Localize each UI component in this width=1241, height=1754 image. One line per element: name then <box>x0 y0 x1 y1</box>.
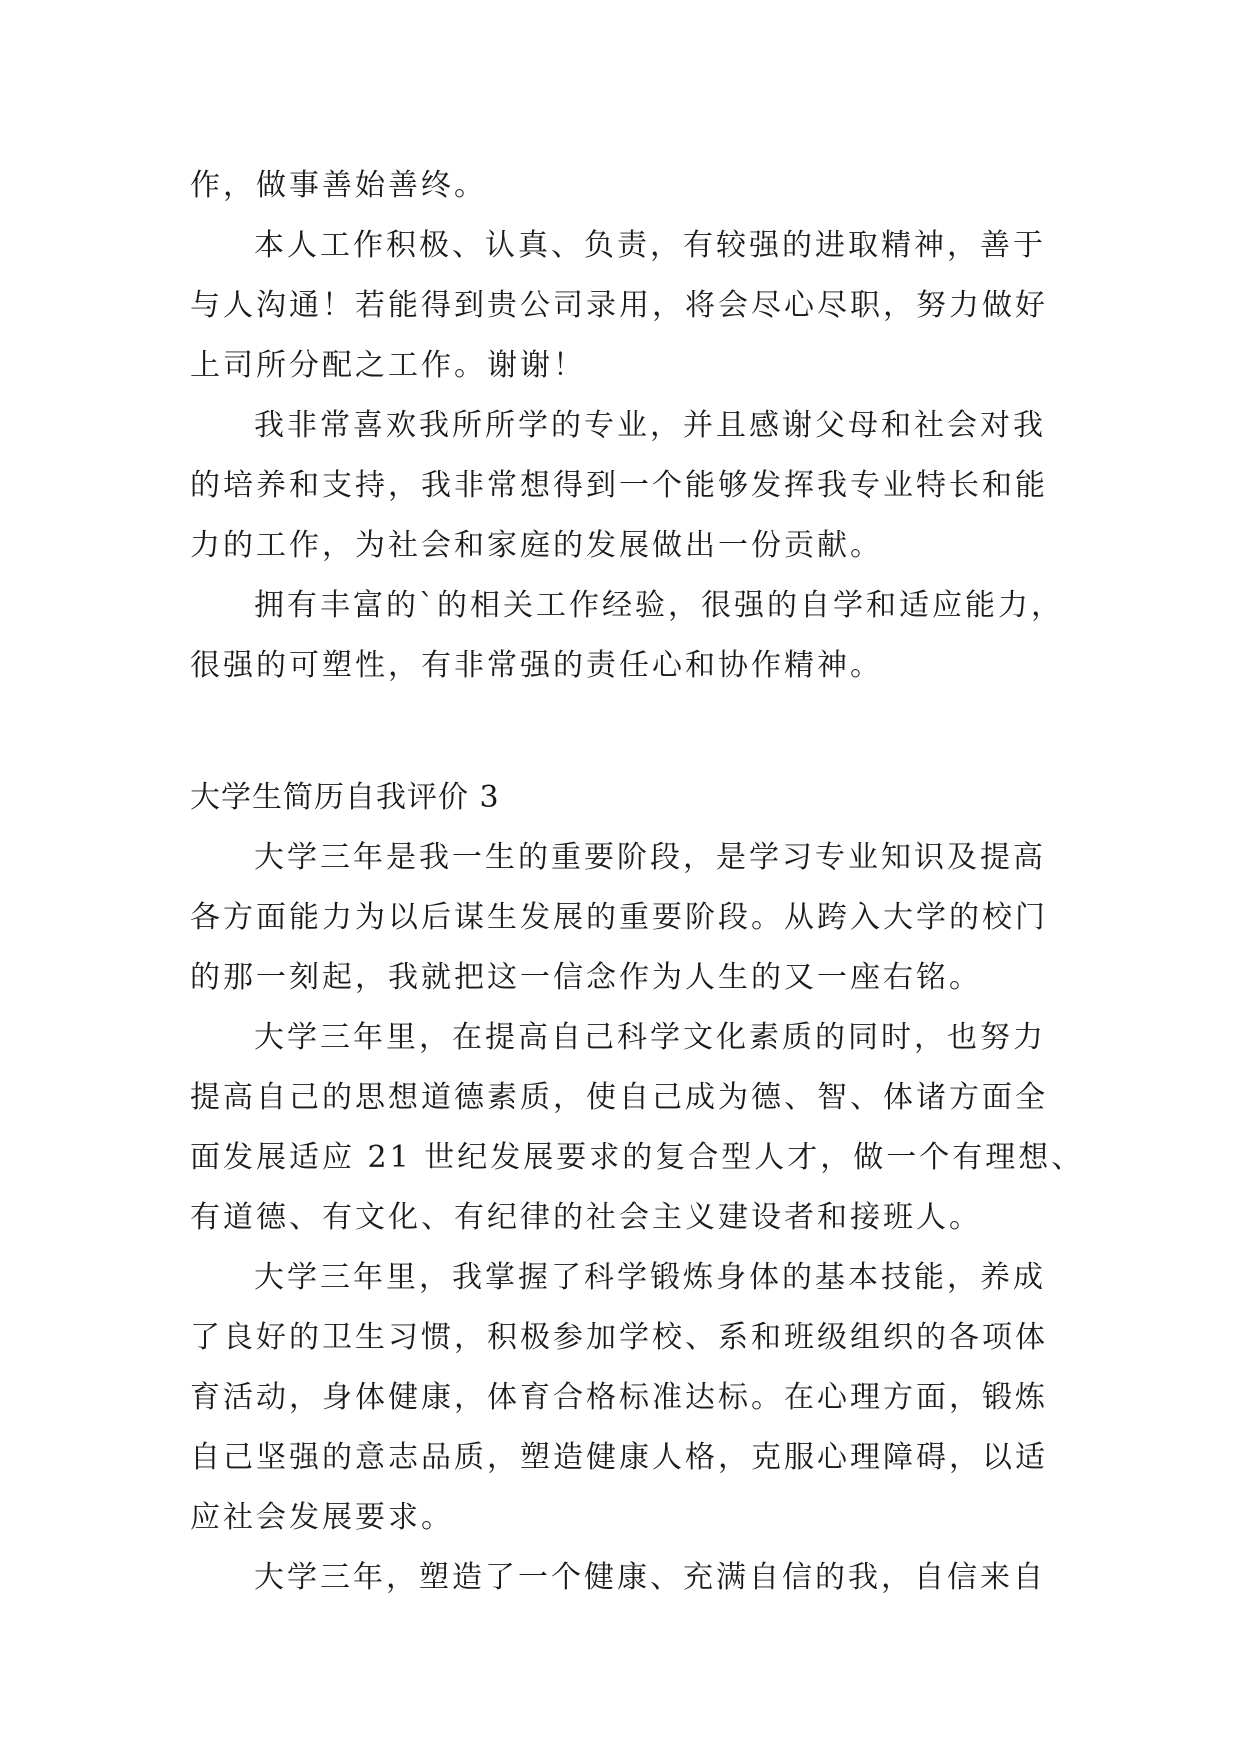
text-line: 力的工作，为社会和家庭的发展做出一份贡献。 <box>190 528 883 563</box>
paragraph <box>190 396 1060 576</box>
text-line: 育活动，身体健康，体育合格标准达标。在心理方面，锻炼 <box>190 1380 1048 1415</box>
text-line: 我非常喜欢我所所学的专业，并且感谢父母和社会对我 <box>254 408 1046 443</box>
section-heading: 大学生简历自我评价 3 <box>190 780 500 815</box>
text-line: 与人沟通！若能得到贵公司录用，将会尽心尽职，努力做好 <box>190 288 1048 323</box>
paragraph <box>190 1548 1060 1608</box>
paragraph <box>190 828 1060 1008</box>
text-line: 面发展适应 21 世纪发展要求的复合型人才，做一个有理想、 <box>190 1140 1085 1175</box>
section-spacer <box>190 696 1060 768</box>
text-line: 的那一刻起，我就把这一信念作为人生的又一座右铭。 <box>190 960 982 995</box>
paragraph <box>190 1248 1060 1548</box>
text-line: 大学三年是我一生的重要阶段，是学习专业知识及提高 <box>254 840 1046 875</box>
text-line: 很强的可塑性，有非常强的责任心和协作精神。 <box>190 648 883 683</box>
paragraph <box>190 216 1060 396</box>
paragraph <box>190 576 1064 696</box>
text-line: 大学三年，塑造了一个健康、充满自信的我，自信来自 <box>254 1560 1046 1595</box>
text-line: 应社会发展要求。 <box>190 1500 454 1535</box>
text-line: 的培养和支持，我非常想得到一个能够发挥我专业特长和能 <box>190 468 1048 503</box>
text-line: 有道德、有文化、有纪律的社会主义建设者和接班人。 <box>190 1200 982 1235</box>
text-line: 大学三年里，在提高自己科学文化素质的同时，也努力 <box>254 1020 1046 1055</box>
text-line: 了良好的卫生习惯，积极参加学校、系和班级组织的各项体 <box>190 1320 1048 1355</box>
text-line: 作，做事善始善终。 <box>190 168 487 203</box>
text-line: 提高自己的思想道德素质，使自己成为德、智、体诸方面全 <box>190 1080 1048 1115</box>
text-line: 本人工作积极、认真、负责，有较强的进取精神，善于 <box>254 228 1046 263</box>
paragraph <box>190 156 1060 216</box>
paragraph <box>190 1008 1085 1248</box>
text-line: 上司所分配之工作。谢谢！ <box>190 348 586 383</box>
document-body <box>190 156 1085 1608</box>
text-line: 大学三年里，我掌握了科学锻炼身体的基本技能，养成 <box>254 1260 1046 1295</box>
text-line: 自己坚强的意志品质，塑造健康人格，克服心理障碍，以适 <box>190 1440 1048 1475</box>
text-line: 各方面能力为以后谋生发展的重要阶段。从跨入大学的校门 <box>190 900 1048 935</box>
text-line: 拥有丰富的`的相关工作经验，很强的自学和适应能力， <box>254 588 1064 623</box>
